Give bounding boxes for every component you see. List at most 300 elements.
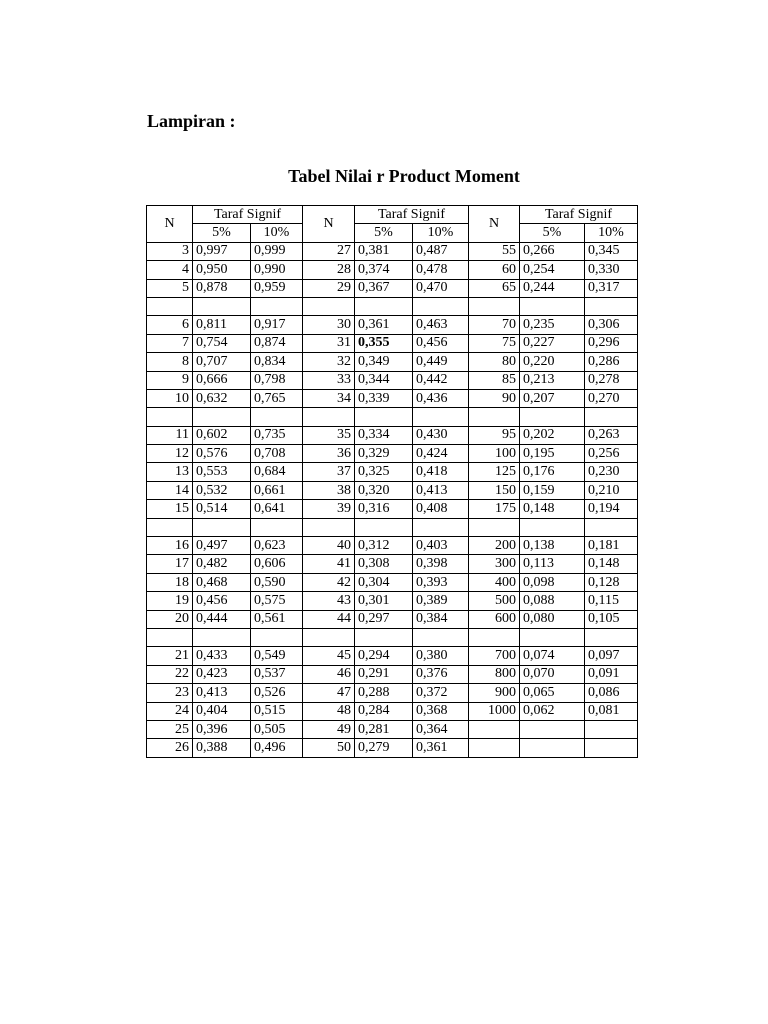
table-row xyxy=(147,463,638,481)
r-10-cell: 0,661 xyxy=(251,481,303,499)
r-5-cell: 0,482 xyxy=(193,555,251,573)
r-5-cell: 0,334 xyxy=(355,426,413,444)
r-5-cell: 0,176 xyxy=(520,463,585,481)
r-10-cell: 0,194 xyxy=(585,500,638,518)
col-5-header: 5% xyxy=(520,224,585,242)
r-10-cell: 0,526 xyxy=(251,684,303,702)
r-10-cell: 0,408 xyxy=(413,500,469,518)
spacer-row xyxy=(147,297,638,315)
table-row xyxy=(147,426,638,444)
n-header: N xyxy=(303,206,355,243)
table-row xyxy=(147,702,638,720)
r-5-cell: 0,088 xyxy=(520,592,585,610)
r-10-cell: 0,424 xyxy=(413,445,469,463)
r-10-cell: 0,708 xyxy=(251,445,303,463)
empty-cell xyxy=(413,628,469,646)
n-cell: 22 xyxy=(147,665,193,683)
r-5-cell: 0,297 xyxy=(355,610,413,628)
r-10-cell: 0,364 xyxy=(413,720,469,738)
n-cell: 95 xyxy=(469,426,520,444)
table-row xyxy=(147,261,638,279)
n-cell: 20 xyxy=(147,610,193,628)
r-10-cell: 0,470 xyxy=(413,279,469,297)
r-10-cell: 0,959 xyxy=(251,279,303,297)
r-10-cell: 0,372 xyxy=(413,684,469,702)
r-5-cell: 0,423 xyxy=(193,665,251,683)
r-10-cell xyxy=(585,739,638,757)
n-cell: 31 xyxy=(303,334,355,352)
n-cell: 175 xyxy=(469,500,520,518)
r-10-cell: 0,623 xyxy=(251,537,303,555)
table-row xyxy=(147,592,638,610)
r-5-cell: 0,080 xyxy=(520,610,585,628)
r-10-cell: 0,478 xyxy=(413,261,469,279)
empty-cell xyxy=(147,628,193,646)
r-5-cell: 0,074 xyxy=(520,647,585,665)
r-10-cell: 0,286 xyxy=(585,353,638,371)
n-cell: 12 xyxy=(147,445,193,463)
r-10-cell: 0,256 xyxy=(585,445,638,463)
col-5-header: 5% xyxy=(193,224,251,242)
empty-cell xyxy=(147,297,193,315)
r-10-cell: 0,798 xyxy=(251,371,303,389)
r-10-cell: 0,368 xyxy=(413,702,469,720)
r-10-cell: 0,430 xyxy=(413,426,469,444)
n-cell: 16 xyxy=(147,537,193,555)
n-cell: 13 xyxy=(147,463,193,481)
r-10-cell: 0,296 xyxy=(585,334,638,352)
n-cell: 11 xyxy=(147,426,193,444)
r-10-cell: 0,487 xyxy=(413,242,469,260)
table-row xyxy=(147,334,638,352)
empty-cell xyxy=(413,518,469,536)
n-cell: 38 xyxy=(303,481,355,499)
r-5-cell: 0,148 xyxy=(520,500,585,518)
r-10-cell: 0,575 xyxy=(251,592,303,610)
n-cell: 125 xyxy=(469,463,520,481)
r-10-cell: 0,210 xyxy=(585,481,638,499)
n-cell: 600 xyxy=(469,610,520,628)
n-cell: 18 xyxy=(147,573,193,591)
n-cell: 14 xyxy=(147,481,193,499)
r-5-cell xyxy=(355,334,413,352)
n-cell: 48 xyxy=(303,702,355,720)
n-cell: 43 xyxy=(303,592,355,610)
empty-cell xyxy=(355,408,413,426)
r-10-cell: 0,403 xyxy=(413,537,469,555)
empty-cell xyxy=(251,408,303,426)
r-5-cell: 0,413 xyxy=(193,684,251,702)
n-cell: 47 xyxy=(303,684,355,702)
table-row xyxy=(147,665,638,683)
r-10-cell: 0,418 xyxy=(413,463,469,481)
r-5-cell: 0,320 xyxy=(355,481,413,499)
r-5-cell: 0,070 xyxy=(520,665,585,683)
table-title xyxy=(0,165,768,187)
r-10-cell: 0,735 xyxy=(251,426,303,444)
r-5-cell: 0,304 xyxy=(355,573,413,591)
n-cell: 15 xyxy=(147,500,193,518)
r-5-cell: 0,632 xyxy=(193,389,251,407)
table-row xyxy=(147,739,638,757)
n-header: N xyxy=(469,206,520,243)
r-5-cell: 0,396 xyxy=(193,720,251,738)
r-10-cell: 0,330 xyxy=(585,261,638,279)
n-cell: 41 xyxy=(303,555,355,573)
n-cell: 44 xyxy=(303,610,355,628)
empty-cell xyxy=(251,297,303,315)
r-10-cell: 0,561 xyxy=(251,610,303,628)
n-cell: 34 xyxy=(303,389,355,407)
n-cell: 90 xyxy=(469,389,520,407)
r-10-cell: 0,684 xyxy=(251,463,303,481)
n-cell: 32 xyxy=(303,353,355,371)
r-5-cell: 0,361 xyxy=(355,316,413,334)
r-5-cell: 0,374 xyxy=(355,261,413,279)
r-5-cell: 0,138 xyxy=(520,537,585,555)
r-10-cell: 0,606 xyxy=(251,555,303,573)
empty-cell xyxy=(193,518,251,536)
r-5-cell: 0,227 xyxy=(520,334,585,352)
table-row xyxy=(147,610,638,628)
r-10-cell: 0,128 xyxy=(585,573,638,591)
r-5-cell: 0,666 xyxy=(193,371,251,389)
page-heading: Lampiran : xyxy=(147,111,236,131)
empty-cell xyxy=(251,628,303,646)
r-5-cell: 0,235 xyxy=(520,316,585,334)
r-5-cell: 0,576 xyxy=(193,445,251,463)
n-cell: 7 xyxy=(147,334,193,352)
empty-cell xyxy=(303,408,355,426)
r-5-cell: 0,312 xyxy=(355,537,413,555)
r-10-cell: 0,496 xyxy=(251,739,303,757)
empty-cell xyxy=(303,518,355,536)
taraf-signif-header: Taraf Signif xyxy=(355,206,469,224)
table-row xyxy=(147,481,638,499)
r-10-cell: 0,306 xyxy=(585,316,638,334)
header-row-levels xyxy=(147,224,638,242)
r-5-cell: 0,301 xyxy=(355,592,413,610)
r-10-cell: 0,181 xyxy=(585,537,638,555)
header-row-group xyxy=(147,206,638,224)
n-cell: 29 xyxy=(303,279,355,297)
r-5-cell: 0,308 xyxy=(355,555,413,573)
r-5-cell: 0,433 xyxy=(193,647,251,665)
r-5-cell xyxy=(520,720,585,738)
table-row xyxy=(147,684,638,702)
n-cell: 85 xyxy=(469,371,520,389)
r-10-cell: 0,442 xyxy=(413,371,469,389)
r-5-cell: 0,279 xyxy=(355,739,413,757)
empty-cell xyxy=(413,297,469,315)
empty-cell xyxy=(469,408,520,426)
r-10-cell: 0,917 xyxy=(251,316,303,334)
r-10-cell: 0,345 xyxy=(585,242,638,260)
r-5-cell: 0,195 xyxy=(520,445,585,463)
table-row xyxy=(147,647,638,665)
r-10-cell: 0,148 xyxy=(585,555,638,573)
r-5-cell: 0,339 xyxy=(355,389,413,407)
empty-cell xyxy=(303,297,355,315)
empty-cell xyxy=(355,518,413,536)
col-10-header: 10% xyxy=(251,224,303,242)
r-10-cell: 0,834 xyxy=(251,353,303,371)
r-5-cell: 0,602 xyxy=(193,426,251,444)
empty-cell xyxy=(469,297,520,315)
n-cell: 1000 xyxy=(469,702,520,720)
empty-cell xyxy=(585,518,638,536)
r-10-cell: 0,537 xyxy=(251,665,303,683)
empty-cell xyxy=(355,628,413,646)
n-cell: 5 xyxy=(147,279,193,297)
r-10-cell: 0,590 xyxy=(251,573,303,591)
n-cell: 17 xyxy=(147,555,193,573)
r-10-cell: 0,456 xyxy=(413,334,469,352)
empty-cell xyxy=(193,408,251,426)
r-10-cell: 0,317 xyxy=(585,279,638,297)
r-10-cell: 0,393 xyxy=(413,573,469,591)
n-cell: 35 xyxy=(303,426,355,444)
r-5-cell: 0,220 xyxy=(520,353,585,371)
table-row xyxy=(147,500,638,518)
table-title-text: Tabel Nilai r Product Moment xyxy=(288,166,520,186)
n-cell: 150 xyxy=(469,481,520,499)
empty-cell xyxy=(520,628,585,646)
r-5-cell: 0,404 xyxy=(193,702,251,720)
r-10-cell: 0,463 xyxy=(413,316,469,334)
r-5-cell: 0,288 xyxy=(355,684,413,702)
r-10-cell: 0,376 xyxy=(413,665,469,683)
n-cell xyxy=(469,720,520,738)
table-row xyxy=(147,353,638,371)
taraf-signif-header: Taraf Signif xyxy=(193,206,303,224)
n-cell: 6 xyxy=(147,316,193,334)
taraf-signif-header: Taraf Signif xyxy=(520,206,638,224)
n-cell: 400 xyxy=(469,573,520,591)
empty-cell xyxy=(469,628,520,646)
table-row xyxy=(147,537,638,555)
r-10-cell: 0,398 xyxy=(413,555,469,573)
r-5-cell: 0,367 xyxy=(355,279,413,297)
n-cell: 21 xyxy=(147,647,193,665)
n-cell: 24 xyxy=(147,702,193,720)
col-5-header: 5% xyxy=(355,224,413,242)
empty-cell xyxy=(147,408,193,426)
empty-cell xyxy=(469,518,520,536)
r-10-cell: 0,278 xyxy=(585,371,638,389)
n-cell: 75 xyxy=(469,334,520,352)
n-cell: 37 xyxy=(303,463,355,481)
n-cell: 30 xyxy=(303,316,355,334)
n-cell: 33 xyxy=(303,371,355,389)
r-5-cell: 0,294 xyxy=(355,647,413,665)
r-5-cell: 0,098 xyxy=(520,573,585,591)
r-5-cell: 0,388 xyxy=(193,739,251,757)
r-10-cell: 0,436 xyxy=(413,389,469,407)
r-5-cell: 0,497 xyxy=(193,537,251,555)
empty-cell xyxy=(413,408,469,426)
n-cell: 40 xyxy=(303,537,355,555)
n-cell: 19 xyxy=(147,592,193,610)
highlighted-value: 0,355 xyxy=(358,335,390,351)
r-5-cell: 0,456 xyxy=(193,592,251,610)
n-cell: 49 xyxy=(303,720,355,738)
empty-cell xyxy=(355,297,413,315)
r-10-cell: 0,380 xyxy=(413,647,469,665)
spacer-row xyxy=(147,628,638,646)
r-5-cell: 0,811 xyxy=(193,316,251,334)
table-row xyxy=(147,720,638,738)
n-cell: 55 xyxy=(469,242,520,260)
r-10-cell: 0,091 xyxy=(585,665,638,683)
col-10-header: 10% xyxy=(585,224,638,242)
n-cell: 42 xyxy=(303,573,355,591)
empty-cell xyxy=(303,628,355,646)
r-5-cell: 0,997 xyxy=(193,242,251,260)
r-10-cell: 0,505 xyxy=(251,720,303,738)
n-cell: 45 xyxy=(303,647,355,665)
empty-cell xyxy=(193,297,251,315)
n-cell: 36 xyxy=(303,445,355,463)
r-5-cell: 0,065 xyxy=(520,684,585,702)
r-5-cell: 0,514 xyxy=(193,500,251,518)
r-5-cell: 0,284 xyxy=(355,702,413,720)
r-5-cell xyxy=(520,739,585,757)
n-cell: 4 xyxy=(147,261,193,279)
n-cell: 26 xyxy=(147,739,193,757)
r-5-cell: 0,316 xyxy=(355,500,413,518)
r-10-cell: 0,641 xyxy=(251,500,303,518)
r-10-cell: 0,230 xyxy=(585,463,638,481)
n-cell: 25 xyxy=(147,720,193,738)
n-cell: 27 xyxy=(303,242,355,260)
r-10-cell: 0,270 xyxy=(585,389,638,407)
n-cell: 900 xyxy=(469,684,520,702)
r-5-cell: 0,878 xyxy=(193,279,251,297)
n-cell: 65 xyxy=(469,279,520,297)
empty-cell xyxy=(251,518,303,536)
n-cell: 10 xyxy=(147,389,193,407)
r-5-cell: 0,291 xyxy=(355,665,413,683)
r-5-cell: 0,344 xyxy=(355,371,413,389)
n-cell: 100 xyxy=(469,445,520,463)
table-row xyxy=(147,555,638,573)
r-10-cell: 0,389 xyxy=(413,592,469,610)
r-10-cell: 0,115 xyxy=(585,592,638,610)
empty-cell xyxy=(585,628,638,646)
r-10-cell: 0,765 xyxy=(251,389,303,407)
n-cell: 800 xyxy=(469,665,520,683)
r-5-cell: 0,381 xyxy=(355,242,413,260)
r-10-cell: 0,413 xyxy=(413,481,469,499)
r-5-cell: 0,553 xyxy=(193,463,251,481)
r-5-cell: 0,244 xyxy=(520,279,585,297)
r-5-cell: 0,950 xyxy=(193,261,251,279)
table-row xyxy=(147,371,638,389)
table-row xyxy=(147,389,638,407)
r-10-cell: 0,999 xyxy=(251,242,303,260)
r-10-cell: 0,549 xyxy=(251,647,303,665)
r-5-cell: 0,532 xyxy=(193,481,251,499)
n-cell: 700 xyxy=(469,647,520,665)
r-5-cell: 0,202 xyxy=(520,426,585,444)
r-5-cell: 0,254 xyxy=(520,261,585,279)
r-10-cell: 0,990 xyxy=(251,261,303,279)
n-header: N xyxy=(147,206,193,243)
empty-cell xyxy=(520,408,585,426)
r-10-cell: 0,105 xyxy=(585,610,638,628)
empty-cell xyxy=(585,408,638,426)
n-cell: 23 xyxy=(147,684,193,702)
r-10-cell: 0,874 xyxy=(251,334,303,352)
n-cell: 60 xyxy=(469,261,520,279)
r-5-cell: 0,444 xyxy=(193,610,251,628)
empty-cell xyxy=(585,297,638,315)
r-5-cell: 0,281 xyxy=(355,720,413,738)
r-5-cell: 0,329 xyxy=(355,445,413,463)
table-row xyxy=(147,279,638,297)
r-5-cell: 0,468 xyxy=(193,573,251,591)
n-cell: 28 xyxy=(303,261,355,279)
r-5-cell: 0,325 xyxy=(355,463,413,481)
r-10-cell: 0,097 xyxy=(585,647,638,665)
r-10-cell xyxy=(585,720,638,738)
r-5-cell: 0,349 xyxy=(355,353,413,371)
r-5-cell: 0,707 xyxy=(193,353,251,371)
r-5-cell: 0,062 xyxy=(520,702,585,720)
n-cell: 300 xyxy=(469,555,520,573)
col-10-header: 10% xyxy=(413,224,469,242)
empty-cell xyxy=(520,297,585,315)
table-header xyxy=(147,206,638,243)
n-cell: 80 xyxy=(469,353,520,371)
n-cell: 8 xyxy=(147,353,193,371)
r-10-cell: 0,515 xyxy=(251,702,303,720)
n-cell xyxy=(469,739,520,757)
r-5-cell: 0,266 xyxy=(520,242,585,260)
r-10-cell: 0,449 xyxy=(413,353,469,371)
n-cell: 200 xyxy=(469,537,520,555)
spacer-row xyxy=(147,518,638,536)
r-10-cell: 0,361 xyxy=(413,739,469,757)
r-10-cell: 0,384 xyxy=(413,610,469,628)
table-row xyxy=(147,316,638,334)
n-cell: 9 xyxy=(147,371,193,389)
table-row xyxy=(147,445,638,463)
r-5-cell: 0,754 xyxy=(193,334,251,352)
n-cell: 500 xyxy=(469,592,520,610)
n-cell: 3 xyxy=(147,242,193,260)
table-row xyxy=(147,242,638,260)
r-10-cell: 0,263 xyxy=(585,426,638,444)
r-5-cell: 0,113 xyxy=(520,555,585,573)
r-10-cell: 0,086 xyxy=(585,684,638,702)
n-cell: 50 xyxy=(303,739,355,757)
empty-cell xyxy=(147,518,193,536)
r-5-cell: 0,207 xyxy=(520,389,585,407)
empty-cell xyxy=(193,628,251,646)
table-body xyxy=(147,242,638,757)
table-row xyxy=(147,573,638,591)
n-cell: 46 xyxy=(303,665,355,683)
empty-cell xyxy=(520,518,585,536)
n-cell: 70 xyxy=(469,316,520,334)
r-5-cell: 0,213 xyxy=(520,371,585,389)
r-5-cell: 0,159 xyxy=(520,481,585,499)
spacer-row xyxy=(147,408,638,426)
n-cell: 39 xyxy=(303,500,355,518)
r-product-moment-table xyxy=(146,205,638,758)
